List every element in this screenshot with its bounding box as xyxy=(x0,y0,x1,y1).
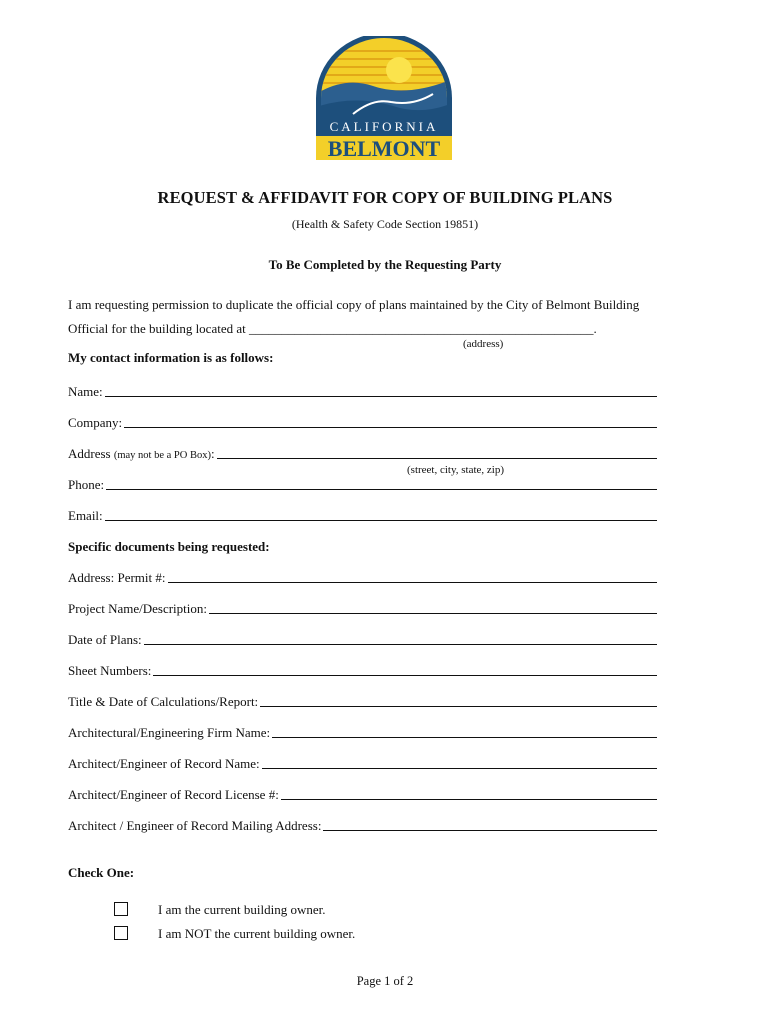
intro-paragraph xyxy=(68,293,688,341)
record-name-field[interactable] xyxy=(68,754,657,772)
contact-address-label: Address (may not be a PO Box): xyxy=(68,446,215,461)
phone-line[interactable] xyxy=(106,489,657,490)
company-label: Company: xyxy=(68,415,123,430)
address-note: (address) xyxy=(463,338,504,350)
belmont-seal-icon xyxy=(313,36,455,162)
name-line[interactable] xyxy=(105,396,657,397)
record-name-label: Architect/Engineer of Record Name: xyxy=(68,756,260,771)
current-owner-label: I am the current building owner. xyxy=(158,902,326,917)
date-of-plans-label: Date of Plans: xyxy=(68,632,142,647)
intro-line-1: I am requesting permission to duplicate the official copy of plans maintained by the City of Belmont Building xyxy=(68,297,640,312)
not-owner-checkbox[interactable] xyxy=(114,926,128,940)
firm-name-field[interactable] xyxy=(68,723,657,741)
contact-address-line[interactable] xyxy=(217,458,657,459)
license-field[interactable] xyxy=(68,785,657,803)
project-field[interactable] xyxy=(68,599,657,617)
calculations-line[interactable] xyxy=(260,706,657,707)
permit-label: Address: Permit #: xyxy=(68,570,166,585)
intro-line-2[interactable]: Official for the building located at _____________________________________________________. xyxy=(68,321,597,336)
calculations-label: Title & Date of Calculations/Report: xyxy=(68,694,259,709)
check-one-heading: Check One: xyxy=(68,865,135,880)
sheet-numbers-label: Sheet Numbers: xyxy=(68,663,152,678)
contact-address-field[interactable] xyxy=(68,444,657,462)
phone-label: Phone: xyxy=(68,477,105,492)
company-field[interactable] xyxy=(68,413,657,431)
date-of-plans-field[interactable] xyxy=(68,630,657,648)
city-logo xyxy=(313,36,455,162)
project-line[interactable] xyxy=(209,613,657,614)
mailing-address-label: Architect / Engineer of Record Mailing Address: xyxy=(68,818,322,833)
license-line[interactable] xyxy=(281,799,657,800)
logo-belmont-text: BELMONT xyxy=(327,136,441,161)
sheet-numbers-field[interactable] xyxy=(68,661,657,679)
date-of-plans-line[interactable] xyxy=(144,644,657,645)
project-label: Project Name/Description: xyxy=(68,601,207,616)
phone-field[interactable] xyxy=(68,475,657,493)
record-name-line[interactable] xyxy=(262,768,657,769)
logo-california-text: CALIFORNIA xyxy=(329,119,439,134)
documents-heading: Specific documents being requested: xyxy=(68,539,270,554)
permit-line[interactable] xyxy=(168,582,658,583)
email-line[interactable] xyxy=(105,520,657,521)
email-label: Email: xyxy=(68,508,103,523)
mailing-address-field[interactable] xyxy=(68,816,657,834)
calculations-field[interactable] xyxy=(68,692,657,710)
name-field[interactable] xyxy=(68,382,657,400)
mailing-address-line[interactable] xyxy=(323,830,657,831)
form-subtitle: (Health & Safety Code Section 19851) xyxy=(291,217,479,231)
firm-name-label: Architectural/Engineering Firm Name: xyxy=(68,725,271,740)
page-number: Page 1 of 2 xyxy=(356,974,414,988)
permit-field[interactable] xyxy=(68,568,657,586)
address-format-hint: (street, city, state, zip) xyxy=(407,464,505,476)
current-owner-checkbox[interactable] xyxy=(114,902,128,916)
sheet-numbers-line[interactable] xyxy=(153,675,657,676)
completed-by-heading: To Be Completed by the Requesting Party xyxy=(268,257,502,272)
email-field[interactable] xyxy=(68,506,657,524)
po-box-note: (may not be a PO Box) xyxy=(113,450,211,461)
company-line[interactable] xyxy=(124,427,657,428)
form-title: REQUEST & AFFIDAVIT FOR COPY OF BUILDING PLANS xyxy=(157,188,613,207)
contact-heading: My contact information is as follows: xyxy=(68,350,274,365)
license-label: Architect/Engineer of Record License #: xyxy=(68,787,279,802)
not-owner-label: I am NOT the current building owner. xyxy=(158,926,356,941)
firm-name-line[interactable] xyxy=(272,737,657,738)
name-label: Name: xyxy=(68,384,103,399)
